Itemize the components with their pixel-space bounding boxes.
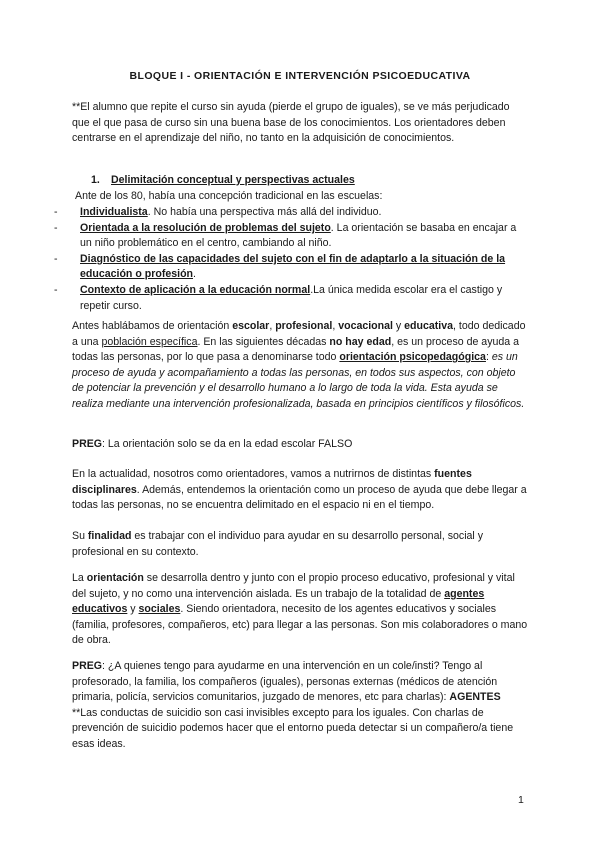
bold-term: orientación	[86, 572, 144, 584]
question-text: : La orientación solo se da en la edad escolar FALSO	[102, 438, 353, 450]
bullet-bold: Contexto de aplicación a la educación normal	[80, 283, 311, 296]
bullet-text: .	[193, 268, 196, 281]
bold-term: educativa	[404, 320, 454, 332]
definition-italic: es un proceso de ayuda y acompañamiento a todas las personas, en todos sus aspectos, con objeto de potenciar la prevención y el desarrollo humano a lo largo de toda la vida. Esta ayuda se realiza mediante una intervención profesionalizada, basada en principios científicos y filosóficos.	[72, 351, 525, 410]
text-run: y	[392, 320, 405, 332]
bullet-dash: -	[54, 221, 58, 234]
section-heading-text: Delimitación conceptual y perspectivas actuales	[111, 174, 355, 186]
text-run: . En las siguientes décadas	[197, 335, 330, 348]
text-run: se desarrolla dentro y junto con el propio proceso educativo, profesional y vital del sujeto, y no como una intervención aislada. Es un trabajo de la totalidad de	[72, 572, 515, 600]
bold-term: profesional	[275, 320, 333, 332]
underlined-term: población específica	[101, 335, 198, 348]
text-run: . Siendo orientadora, necesito de los agentes educativos y sociales (familia, profesores, compañeros, etc) para llegar a las personas. Son mis colaboradores o mano de obra.	[72, 603, 528, 647]
list-item	[54, 205, 528, 221]
text-run: Antes hablábamos de orientación	[72, 320, 233, 332]
text-run: , todo dedicado a una	[72, 320, 526, 348]
text-run: y	[127, 603, 139, 616]
bullet-dash: -	[54, 252, 58, 265]
section-number: 1.	[91, 174, 100, 186]
bullet-dash: -	[54, 206, 58, 218]
bullet-bold: Diagnóstico de las capacidades del sujeto con el fin de adaptarlo a la situación de la educación o profesión	[80, 252, 506, 281]
question-answer: AGENTES	[449, 691, 501, 704]
text-run: , es un proceso de ayuda a todas las personas, por lo que pasa a denominarse todo	[72, 335, 520, 364]
bold-term: fuentes disciplinares	[72, 468, 472, 496]
bullet-text: . La orientación se basaba en encajar a un niño problemático en el centro, cambiando al niño.	[80, 221, 517, 250]
question-text: : ¿A quienes tengo para ayudarme en una intervención en un cole/insti? Tengo al profesorado, la familia, los compañeros (iguales), personas externas (médicos de atención primaria, policía, servicios comunitarios, juzgado de menores, etc para charlas):	[72, 660, 498, 704]
list-item	[54, 283, 528, 314]
bold-term: no hay edad	[329, 335, 392, 348]
text-run: La	[72, 572, 87, 584]
bullet-text: .La única medida escolar era el castigo y repetir curso.	[80, 283, 503, 312]
list-item	[54, 221, 528, 252]
bullet-text: . No había una perspectiva más allá del individuo.	[147, 206, 382, 218]
bullet-bold: Individualista	[80, 206, 148, 218]
list-item	[54, 252, 528, 283]
text-run: :	[485, 351, 492, 364]
bullet-bold: Orientada a la resolución de problemas del sujeto	[80, 221, 331, 234]
question-label: PREG	[72, 438, 103, 450]
bold-underlined-term: sociales	[138, 603, 181, 616]
text-run: En la actualidad, nosotros como orientadores, vamos a nutrirnos de distintas	[72, 468, 435, 480]
question-1	[72, 437, 528, 453]
bold-underlined-term: agentes educativos	[72, 587, 485, 616]
section-heading	[91, 174, 355, 186]
document-title: BLOQUE I - ORIENTACIÓN E INTERVENCIÓN PSICOEDUCATIVA	[129, 70, 471, 82]
paragraph-agents	[72, 571, 528, 649]
text-run: ,	[332, 320, 339, 332]
bullet-dash: -	[54, 283, 58, 296]
bold-underlined-term: orientación psicopedagógica	[339, 351, 486, 364]
section-lead	[75, 189, 528, 205]
text-run: Su	[72, 530, 88, 542]
intro-paragraph	[72, 100, 528, 147]
paragraph-disciplinary-sources	[72, 467, 528, 514]
paragraph-purpose	[72, 529, 528, 560]
suicide-prevention-note: **Las conductas de suicidio son casi invisibles excepto para los iguales. Con charlas de prevención de suicidio podemos hacer que el entorno pueda detectar si un compañero/a tiene esas ideas.	[72, 706, 514, 750]
paragraph-orientation-history	[72, 319, 528, 413]
text-run: es trabajar con el individuo para ayudar en su desarrollo personal, social y profesional en su contexto.	[72, 530, 484, 558]
bold-term: finalidad	[87, 530, 132, 542]
bold-term: escolar	[232, 320, 270, 332]
text-run: ,	[269, 320, 276, 332]
text-run: . Además, entendemos la orientación como un proceso de ayuda que debe llegar a todas las personas, no se encuentra delimitado en el espacio ni en el tiempo.	[72, 483, 527, 512]
bullet-list	[54, 205, 528, 314]
question-2	[72, 659, 528, 753]
page-number: 1	[518, 794, 524, 806]
section-lead-text: Ante de los 80, había una concepción tradicional en las escuelas:	[75, 190, 383, 202]
bold-term: vocacional	[338, 320, 393, 332]
intro-text: **El alumno que repite el curso sin ayuda (pierde el grupo de iguales), se ve más perjudicado que el que pasa de curso sin una buena base de los conocimientos. Los orientadores deben centrarse en el aprendizaje del niño, no tanto en la adquisición de conocimientos.	[72, 101, 510, 145]
question-label: PREG	[72, 660, 103, 672]
